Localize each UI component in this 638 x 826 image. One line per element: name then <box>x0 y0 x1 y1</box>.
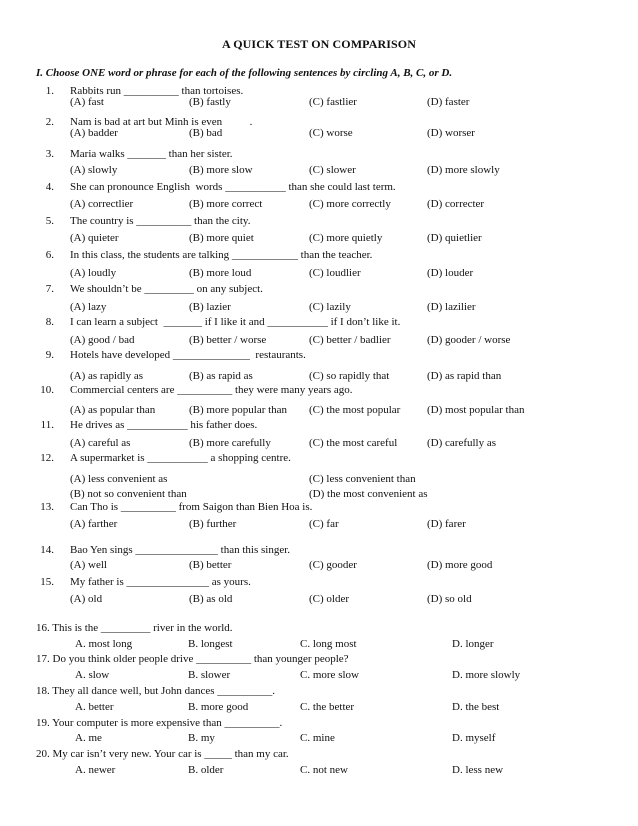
answer-option[interactable]: (C) less convenient than <box>309 473 416 485</box>
answer-option[interactable]: (A) as rapidly as <box>70 370 144 382</box>
answer-option[interactable]: (A) as popular than <box>70 404 156 416</box>
answer-option[interactable]: (C) the most careful <box>309 437 398 449</box>
question-number: 3. <box>45 148 54 160</box>
answer-option[interactable]: (B) more loud <box>189 267 252 279</box>
question-12 <box>0 451 638 466</box>
answer-option[interactable]: (B) better / worse <box>189 334 267 346</box>
answer-option[interactable]: D. longer <box>452 638 494 650</box>
question-10 <box>0 383 638 398</box>
question-9 <box>0 348 638 363</box>
question-stem: He drives as ___________ his father does. <box>70 419 258 431</box>
answer-option[interactable]: (A) farther <box>70 518 118 530</box>
question-19 <box>0 716 638 731</box>
question-stem: Maria walks _______ than her sister. <box>70 148 233 160</box>
answer-option[interactable]: B. longest <box>188 638 233 650</box>
answer-options <box>0 163 638 178</box>
answer-option[interactable]: D. myself <box>452 732 496 744</box>
answer-option[interactable]: (D) correcter <box>427 198 485 210</box>
answer-option[interactable]: (D) more good <box>427 559 493 571</box>
answer-option[interactable]: D. the best <box>452 701 500 713</box>
answer-option[interactable]: (B) as rapid as <box>189 370 253 382</box>
answer-option[interactable]: (B) bad <box>189 127 223 139</box>
answer-option[interactable]: (C) the most popular <box>309 404 401 416</box>
answer-option[interactable]: (A) well <box>70 559 107 571</box>
question-stem: In this class, the students are talking ____________ than the teacher. <box>70 249 373 261</box>
answer-option[interactable]: (A) good / bad <box>70 334 135 346</box>
question-number: 14. <box>40 544 54 556</box>
answer-option[interactable]: (D) gooder / worse <box>427 334 511 346</box>
answer-option[interactable]: (B) as old <box>189 593 233 605</box>
question-number: 13. <box>40 501 54 513</box>
question-stem: Rabbits run __________ than tortoises. <box>70 85 244 97</box>
answer-options <box>0 333 638 348</box>
answer-option[interactable]: (C) gooder <box>309 559 357 571</box>
answer-option[interactable]: (C) worse <box>309 127 353 139</box>
answer-option[interactable]: (D) the most convenient as <box>309 488 428 500</box>
question-stem: A supermarket is ___________ a shopping centre. <box>70 452 291 464</box>
question-11 <box>0 418 638 433</box>
question-stem: Bao Yen sings _______________ than this singer. <box>70 544 291 556</box>
answer-option[interactable]: (D) faster <box>427 96 470 108</box>
question-number: 9. <box>45 349 54 361</box>
answer-option[interactable]: A. better <box>75 701 114 713</box>
answer-options <box>0 472 638 487</box>
answer-option[interactable]: (C) older <box>309 593 350 605</box>
answer-option[interactable]: (C) more correctly <box>309 198 391 210</box>
answer-option[interactable]: (A) careful as <box>70 437 131 449</box>
question-stem: 17. Do you think older people drive __________ than younger people? <box>36 653 349 665</box>
answer-options <box>0 231 638 246</box>
answer-options <box>0 403 638 418</box>
question-number: 6. <box>45 249 54 261</box>
answer-option[interactable]: (B) fastly <box>189 96 231 108</box>
answer-option[interactable]: (D) carefully as <box>427 437 497 449</box>
question-18 <box>0 684 638 699</box>
question-number: 2. <box>45 116 54 128</box>
answer-option[interactable]: (D) louder <box>427 267 474 279</box>
answer-option[interactable]: B. more good <box>188 701 249 713</box>
answer-option[interactable]: (A) fast <box>70 96 104 108</box>
answer-option[interactable]: B. my <box>188 732 215 744</box>
answer-options <box>0 558 638 573</box>
question-stem: Commercial centers are __________ they were many years ago. <box>70 384 353 396</box>
answer-option[interactable]: (C) loudlier <box>309 267 361 279</box>
answer-options <box>0 369 638 384</box>
answer-option[interactable]: (C) slower <box>309 164 356 176</box>
answer-option[interactable]: C. the better <box>300 701 355 713</box>
answer-option[interactable]: (B) not so convenient than <box>70 488 187 500</box>
question-number: 12. <box>40 452 54 464</box>
answer-option[interactable]: C. long most <box>300 638 357 650</box>
answer-option[interactable]: (A) badder <box>70 127 118 139</box>
answer-option[interactable]: (A) lazy <box>70 301 107 313</box>
answer-option[interactable]: (A) old <box>70 593 103 605</box>
answer-option[interactable]: (C) so rapidly that <box>309 370 390 382</box>
question-stem: My father is _______________ as yours. <box>70 576 251 588</box>
answer-option[interactable]: B. slower <box>188 669 231 681</box>
question-stem: We shouldn’t be _________ on any subject. <box>70 283 263 295</box>
question-stem: Hotels have developed ______________ restaurants. <box>70 349 306 361</box>
question-number: 7. <box>45 283 54 295</box>
answer-option[interactable]: A. me <box>75 732 102 744</box>
instruction-heading: I. Choose ONE word or phrase for each of the following sentences by circling A, B, C, or D. <box>36 67 453 79</box>
answer-option[interactable]: (D) more slowly <box>427 164 500 176</box>
answer-option[interactable]: (B) more correct <box>189 198 263 210</box>
answer-option[interactable]: (D) quietlier <box>427 232 482 244</box>
answer-option[interactable]: A. slow <box>75 669 110 681</box>
question-15 <box>0 575 638 590</box>
question-13 <box>0 500 638 515</box>
answer-options <box>0 592 638 607</box>
answer-option[interactable]: (B) more slow <box>189 164 253 176</box>
question-16 <box>0 621 638 636</box>
question-number: 10. <box>40 384 54 396</box>
question-stem: 16. This is the _________ river in the world. <box>36 622 233 634</box>
question-number: 1. <box>45 85 54 97</box>
answer-option[interactable]: (A) correctlier <box>70 198 134 210</box>
answer-option[interactable]: A. newer <box>75 764 116 776</box>
answer-option[interactable]: (D) as rapid than <box>427 370 502 382</box>
answer-option[interactable]: (C) more quietly <box>309 232 383 244</box>
answer-options <box>0 266 638 281</box>
answer-option[interactable]: (A) slowly <box>70 164 118 176</box>
answer-options <box>0 300 638 315</box>
question-20 <box>0 747 638 762</box>
question-3 <box>0 147 638 162</box>
page-title: A QUICK TEST ON COMPARISON <box>222 37 416 51</box>
answer-options <box>0 731 638 746</box>
answer-option[interactable]: (D) worser <box>427 127 475 139</box>
answer-option[interactable]: (B) more popular than <box>189 404 288 416</box>
answer-option[interactable]: (A) quieter <box>70 232 119 244</box>
answer-options <box>0 197 638 212</box>
answer-option[interactable]: (A) less convenient as <box>70 473 168 485</box>
answer-option[interactable]: (B) better <box>189 559 232 571</box>
question-number: 8. <box>45 316 54 328</box>
question-stem: I can learn a subject _______ if I like it and ___________ if I don’t like it. <box>70 316 401 328</box>
answer-options <box>0 763 638 778</box>
question-7 <box>0 282 638 297</box>
answer-options <box>0 126 638 141</box>
question-14 <box>0 543 638 558</box>
answer-option[interactable]: (C) fastlier <box>309 96 357 108</box>
question-5 <box>0 214 638 229</box>
answer-option[interactable]: (B) lazier <box>189 301 231 313</box>
answer-option[interactable]: (D) lazilier <box>427 301 476 313</box>
question-number: 15. <box>40 576 54 588</box>
question-stem: The country is __________ than the city. <box>70 215 251 227</box>
answer-option[interactable]: (B) more carefully <box>189 437 271 449</box>
answer-option[interactable]: A. most long <box>75 638 133 650</box>
answer-option[interactable]: D. more slowly <box>452 669 521 681</box>
answer-option[interactable]: C. mine <box>300 732 335 744</box>
answer-option[interactable]: (D) so old <box>427 593 472 605</box>
answer-options <box>0 700 638 715</box>
answer-option[interactable]: (B) more quiet <box>189 232 254 244</box>
question-number: 11. <box>40 419 54 431</box>
question-stem: She can pronounce English words ___________ than she could last term. <box>70 181 396 193</box>
answer-option[interactable]: C. more slow <box>300 669 359 681</box>
answer-options <box>0 668 638 683</box>
answer-option[interactable]: B. older <box>188 764 224 776</box>
answer-options <box>0 517 638 532</box>
question-stem: 20. My car isn’t very new. Your car is _____ than my car. <box>36 748 289 760</box>
question-17 <box>0 652 638 667</box>
answer-options <box>0 95 638 110</box>
answer-option[interactable]: (D) most popular than <box>427 404 525 416</box>
question-6 <box>0 248 638 263</box>
answer-option[interactable]: C. not new <box>300 764 348 776</box>
answer-options <box>0 436 638 451</box>
answer-option[interactable]: (D) farer <box>427 518 466 530</box>
question-stem: 19. Your computer is more expensive than __________. <box>36 717 283 729</box>
answer-option[interactable]: D. less new <box>452 764 504 776</box>
question-8 <box>0 315 638 330</box>
answer-option[interactable]: (C) better / badlier <box>309 334 391 346</box>
question-stem: Can Tho is __________ from Saigon than Bien Hoa is. <box>70 501 313 513</box>
answer-option[interactable]: (C) far <box>309 518 339 530</box>
answer-options <box>0 637 638 652</box>
question-number: 4. <box>45 181 54 193</box>
question-4 <box>0 180 638 195</box>
question-stem: 18. They all dance well, but John dances __________. <box>36 685 275 697</box>
answer-option[interactable]: (A) loudly <box>70 267 117 279</box>
question-number: 5. <box>45 215 54 227</box>
question-stem: Nam is bad at art but Minh is even . <box>70 116 253 128</box>
answer-option[interactable]: (C) lazily <box>309 301 351 313</box>
answer-option[interactable]: (B) further <box>189 518 237 530</box>
